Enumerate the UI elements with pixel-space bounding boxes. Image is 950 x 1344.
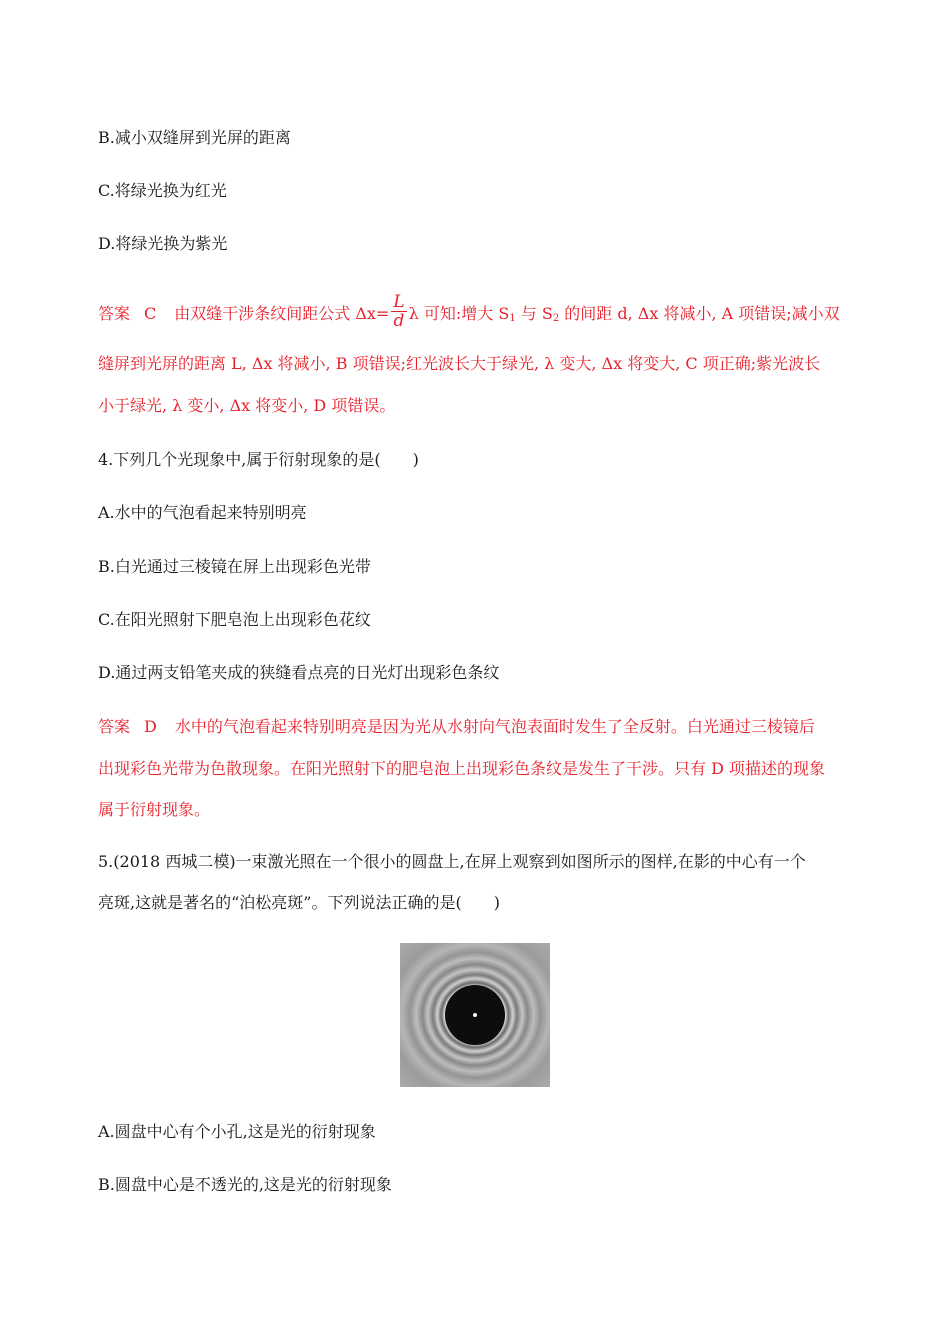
q5-stem-line-2: 亮斑,这就是著名的“泊松亮斑”。下列说法正确的是( )	[98, 893, 500, 912]
fraction-l-over-d	[391, 293, 406, 330]
answer-text: 的间距 d, Δx 将减小, A 项错误;减小双	[559, 304, 840, 323]
q4-option-a: A.水中的气泡看起来特别明亮	[98, 503, 307, 522]
subscript: 2	[552, 313, 560, 324]
answer-text: 与 S	[515, 304, 553, 323]
answer-text: 水中的气泡看起来特别明亮是因为光从水射向气泡表面时发生了全反射。白光通过三棱镜后	[174, 717, 815, 736]
q3-option-c: C.将绿光换为红光	[98, 181, 227, 200]
q4-answer-line-3: 属于衍射现象。	[98, 800, 211, 819]
q4-option-b: B.白光通过三棱镜在屏上出现彩色光带	[98, 557, 371, 576]
answer-text: 由双缝干涉条纹间距公式 Δx=	[174, 304, 390, 323]
answer-label: 答案	[98, 304, 131, 323]
q3-answer-line-2: 缝屏到光屏的距离 L, Δx 将减小, B 项错误;红光波长大于绿光, λ 变大, Δx 将变大, C 项正确;紫光波长	[98, 354, 821, 373]
q5-stem-line-1: 5.(2018 西城二模)一束激光照在一个很小的圆盘上,在屏上观察到如图所示的图样,在影的中心有一个	[98, 852, 806, 871]
answer-text: λ 可知:增大 S	[408, 304, 510, 323]
q5-option-b: B.圆盘中心是不透光的,这是光的衍射现象	[98, 1175, 392, 1194]
q4-answer-line-1	[98, 715, 815, 739]
answer-key: D	[144, 717, 157, 736]
subscript: 1	[509, 313, 516, 324]
poisson-spot-image	[400, 943, 550, 1087]
q4-option-c: C.在阳光照射下肥皂泡上出现彩色花纹	[98, 610, 371, 629]
answer-label: 答案	[98, 717, 131, 736]
q5-option-a: A.圆盘中心有个小孔,这是光的衍射现象	[98, 1122, 376, 1141]
bright-spot	[473, 1013, 477, 1017]
answer-key: C	[144, 304, 157, 323]
q4-answer-line-2: 出现彩色光带为色散现象。在阳光照射下的肥皂泡上出现彩色条纹是发生了干涉。只有 D 项描述的现象	[98, 759, 826, 778]
q3-option-d: D.将绿光换为紫光	[98, 234, 228, 253]
q3-option-b: B.减小双缝屏到光屏的距离	[98, 128, 291, 147]
fraction-numerator: L	[393, 292, 405, 312]
q4-stem: 4.下列几个光现象中,属于衍射现象的是( )	[98, 450, 419, 469]
fraction-denominator: d	[393, 311, 405, 331]
q4-option-d: D.通过两支铅笔夹成的狭缝看点亮的日光灯出现彩色条纹	[98, 663, 500, 682]
q3-answer-line-3: 小于绿光, λ 变小, Δx 将变小, D 项错误。	[98, 396, 396, 415]
q3-answer-line-1	[98, 292, 840, 333]
